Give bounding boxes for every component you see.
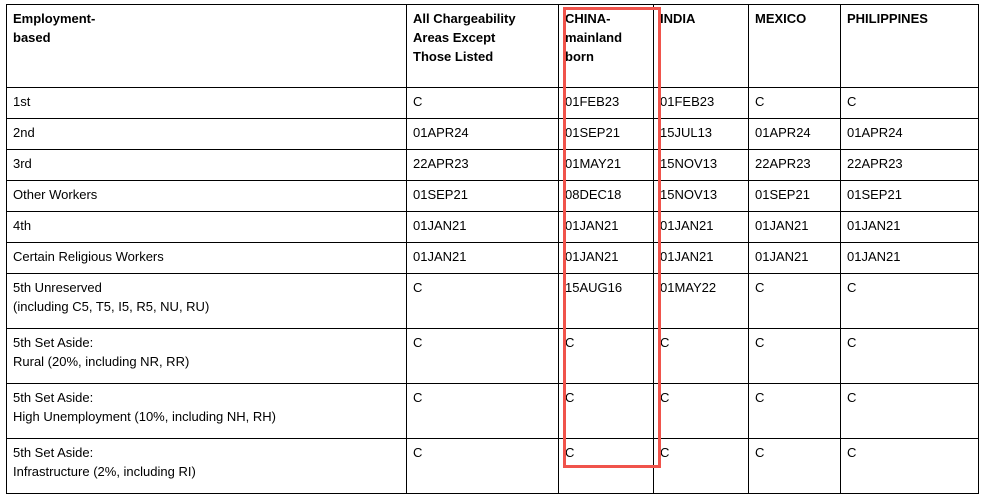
- table-row: [7, 88, 979, 119]
- date-cell: 22APR23: [841, 150, 979, 181]
- date-cell: C: [749, 329, 841, 384]
- table-row: [7, 212, 979, 243]
- date-cell: C: [559, 329, 654, 384]
- row-label-line: Infrastructure (2%, including RI): [13, 463, 196, 479]
- header-line: mainland: [565, 29, 623, 45]
- header-line: born: [565, 48, 594, 64]
- row-label-line: 5th Set Aside:: [13, 445, 94, 460]
- table-row: [7, 329, 979, 384]
- date-cell: 01APR24: [841, 119, 979, 150]
- date-cell: C: [654, 329, 749, 384]
- date-cell: C: [841, 274, 979, 329]
- date-cell: 01JAN21: [841, 212, 979, 243]
- employment-based-visa-table: [6, 4, 979, 494]
- table-row: [7, 150, 979, 181]
- table-row: [7, 439, 979, 494]
- row-label-line: Other Workers: [13, 187, 98, 202]
- date-cell: C: [841, 88, 979, 119]
- table-row: [7, 384, 979, 439]
- date-cell: 22APR23: [749, 150, 841, 181]
- date-cell: C: [749, 274, 841, 329]
- header-line: Those Listed: [413, 48, 494, 64]
- column-header-all-areas: [407, 5, 559, 88]
- row-label-line: 2nd: [13, 125, 35, 140]
- column-header-mexico: [749, 5, 841, 88]
- date-cell: C: [407, 274, 559, 329]
- header-line: INDIA: [660, 11, 696, 26]
- table-row: [7, 119, 979, 150]
- date-cell: C: [841, 439, 979, 494]
- header-line: All Chargeability: [413, 11, 516, 26]
- date-cell: 01JAN21: [559, 243, 654, 274]
- row-label-line: High Unemployment (10%, including NH, RH): [13, 408, 276, 424]
- header-line: CHINA-: [565, 11, 611, 26]
- date-cell: C: [407, 439, 559, 494]
- date-cell: 01FEB23: [654, 88, 749, 119]
- date-cell: 01SEP21: [749, 181, 841, 212]
- row-label-cell: [7, 439, 407, 494]
- date-cell: 01SEP21: [559, 119, 654, 150]
- date-cell: 15AUG16: [559, 274, 654, 329]
- date-cell: C: [841, 329, 979, 384]
- date-cell: C: [407, 88, 559, 119]
- date-cell: C: [654, 439, 749, 494]
- date-cell: 15JUL13: [654, 119, 749, 150]
- date-cell: 22APR23: [407, 150, 559, 181]
- row-label-line: 1st: [13, 94, 31, 109]
- header-line: MEXICO: [755, 11, 807, 26]
- row-label-cell: [7, 88, 407, 119]
- date-cell: C: [407, 329, 559, 384]
- table-body: [7, 88, 979, 494]
- row-label-line: 5th Set Aside:: [13, 335, 94, 350]
- header-line: Employment-: [13, 11, 96, 26]
- header-row: [7, 5, 979, 88]
- date-cell: 01APR24: [749, 119, 841, 150]
- column-header-philippines: [841, 5, 979, 88]
- date-cell: 15NOV13: [654, 181, 749, 212]
- row-label-cell: [7, 329, 407, 384]
- date-cell: C: [841, 384, 979, 439]
- table-row: [7, 243, 979, 274]
- row-label-line: 5th Set Aside:: [13, 390, 94, 405]
- date-cell: 01JAN21: [841, 243, 979, 274]
- date-cell: 01JAN21: [749, 243, 841, 274]
- row-label-cell: [7, 274, 407, 329]
- table-row: [7, 181, 979, 212]
- date-cell: 01MAY22: [654, 274, 749, 329]
- table-row: [7, 274, 979, 329]
- date-cell: C: [749, 88, 841, 119]
- visa-bulletin-table-container: [0, 4, 983, 494]
- date-cell: 01JAN21: [654, 212, 749, 243]
- row-label-line: Rural (20%, including NR, RR): [13, 353, 190, 369]
- date-cell: 01JAN21: [407, 212, 559, 243]
- column-header-category: [7, 5, 407, 88]
- header-line: PHILIPPINES: [847, 11, 928, 26]
- row-label-cell: [7, 181, 407, 212]
- date-cell: C: [559, 384, 654, 439]
- date-cell: 01APR24: [407, 119, 559, 150]
- date-cell: 01JAN21: [559, 212, 654, 243]
- date-cell: C: [559, 439, 654, 494]
- table-header: [7, 5, 979, 88]
- column-header-india: [654, 5, 749, 88]
- date-cell: C: [654, 384, 749, 439]
- date-cell: 01SEP21: [841, 181, 979, 212]
- row-label-cell: [7, 119, 407, 150]
- row-label-line: Certain Religious Workers: [13, 249, 164, 264]
- header-line: based: [13, 29, 51, 45]
- row-label-line: 5th Unreserved: [13, 280, 102, 295]
- date-cell: 01JAN21: [654, 243, 749, 274]
- date-cell: 01FEB23: [559, 88, 654, 119]
- date-cell: 08DEC18: [559, 181, 654, 212]
- row-label-line: 3rd: [13, 156, 32, 171]
- date-cell: C: [749, 384, 841, 439]
- row-label-cell: [7, 150, 407, 181]
- row-label-line: (including C5, T5, I5, R5, NU, RU): [13, 298, 210, 314]
- date-cell: 01JAN21: [407, 243, 559, 274]
- date-cell: 01MAY21: [559, 150, 654, 181]
- row-label-cell: [7, 243, 407, 274]
- date-cell: C: [407, 384, 559, 439]
- date-cell: 15NOV13: [654, 150, 749, 181]
- header-line: Areas Except: [413, 29, 496, 45]
- date-cell: 01JAN21: [749, 212, 841, 243]
- row-label-cell: [7, 212, 407, 243]
- date-cell: 01SEP21: [407, 181, 559, 212]
- row-label-line: 4th: [13, 218, 32, 233]
- date-cell: C: [749, 439, 841, 494]
- column-header-china: [559, 5, 654, 88]
- row-label-cell: [7, 384, 407, 439]
